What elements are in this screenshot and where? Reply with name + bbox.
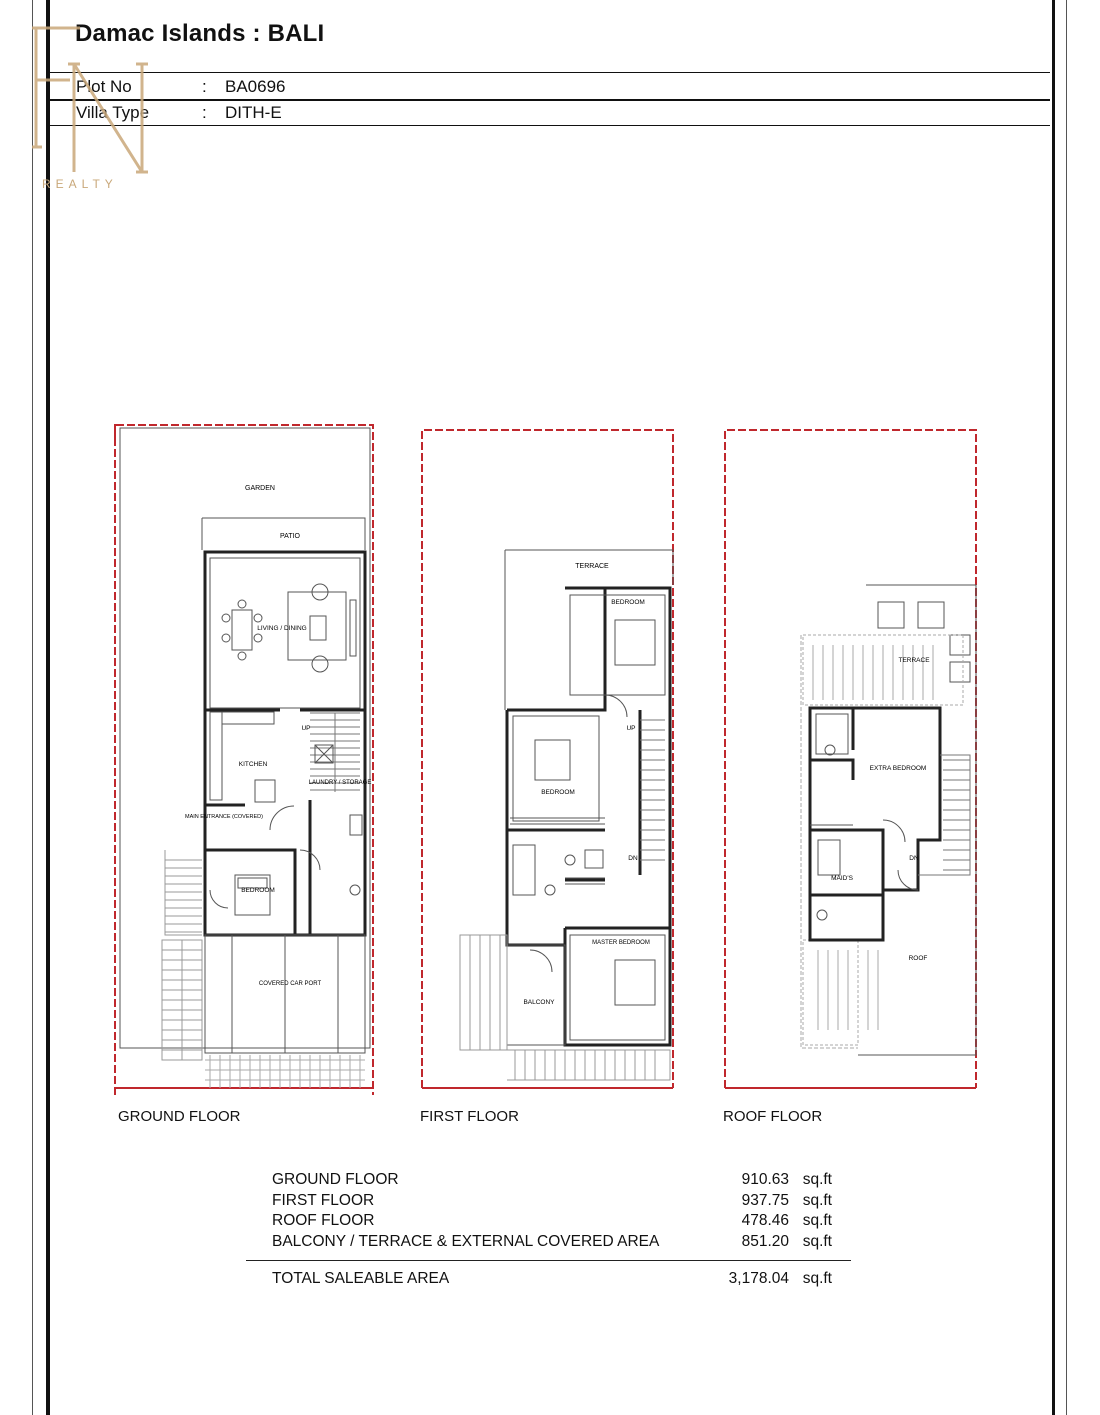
roof-room-terrace: TERRACE — [898, 657, 930, 664]
ground-room-kitchen: KITCHEN — [238, 761, 268, 768]
ground-room-laundry: LAUNDRY / STORAGE — [308, 780, 372, 786]
frame-outer-left — [32, 0, 33, 1415]
roof-room-extra-bedroom: EXTRA BEDROOM — [869, 765, 927, 772]
ground-room-garden: GARDEN — [245, 485, 275, 492]
ground-floor-caption: GROUND FLOOR — [118, 1108, 241, 1125]
ground-floor-plan — [110, 420, 390, 1100]
first-room-bedroom-front: BEDROOM — [611, 599, 645, 606]
ground-main-entrance: MAIN ENTRANCE (COVERED) — [185, 814, 263, 820]
area-label: ROOF FLOOR — [272, 1212, 375, 1229]
first-room-balcony: BALCONY — [523, 999, 555, 1006]
first-floor-caption: FIRST FLOOR — [420, 1108, 519, 1125]
ground-room-bedroom: BEDROOM — [241, 887, 275, 894]
roof-floor-caption: ROOF FLOOR — [723, 1108, 823, 1125]
area-value: 851.20 — [741, 1233, 789, 1250]
first-room-terrace: TERRACE — [575, 563, 609, 570]
area-value: 478.46 — [741, 1212, 789, 1229]
frame-outer-right — [1066, 0, 1067, 1415]
first-room-bedroom-mid: BEDROOM — [541, 789, 575, 796]
area-label: GROUND FLOOR — [272, 1171, 399, 1188]
area-unit: sq.ft — [802, 1212, 832, 1229]
roof-stair-down: DN — [909, 855, 919, 862]
villa-type-value: DITH-E — [225, 103, 282, 122]
first-floor-plan — [415, 420, 685, 1100]
ground-room-patio: PATIO — [280, 533, 300, 540]
villa-type-colon: : — [202, 103, 207, 122]
header-divider-bottom — [50, 125, 1050, 126]
area-label: FIRST FLOOR — [272, 1192, 375, 1209]
area-row-external — [272, 1233, 832, 1253]
total-area-label: TOTAL SALEABLE AREA — [272, 1270, 450, 1287]
ground-room-living-dining: LIVING / DINING — [257, 625, 307, 632]
area-value: 910.63 — [741, 1171, 789, 1188]
ground-room-car-port: COVERED CAR PORT — [258, 981, 322, 987]
plot-label: Plot No — [76, 77, 132, 96]
area-label: BALCONY / TERRACE & EXTERNAL COVERED AREA — [272, 1233, 660, 1250]
first-room-master-bedroom: MASTER BEDROOM — [592, 940, 650, 946]
page-title: Damac Islands : BALI — [75, 20, 325, 47]
area-unit: sq.ft — [802, 1192, 832, 1209]
area-row-roof — [272, 1212, 832, 1232]
area-value: 937.75 — [741, 1192, 789, 1209]
header-divider-mid — [50, 99, 1050, 101]
area-unit: sq.ft — [802, 1233, 832, 1250]
villa-type-label: Villa Type — [76, 103, 150, 122]
area-row-first — [272, 1192, 832, 1212]
roof-room-maids: MAID'S — [831, 875, 853, 882]
total-area-unit: sq.ft — [802, 1270, 832, 1287]
ground-stair-up: UP — [301, 725, 311, 732]
logo-text: REALTY — [42, 177, 118, 191]
roof-floor-plan — [718, 420, 988, 1100]
first-stair-down: DN — [628, 855, 638, 862]
area-unit: sq.ft — [802, 1171, 832, 1188]
area-total-divider — [246, 1260, 851, 1261]
plot-value: BA0696 — [225, 77, 286, 96]
first-stair-up: UP — [626, 725, 636, 732]
area-row-ground — [272, 1171, 832, 1191]
roof-room-roof: ROOF — [908, 955, 928, 962]
area-row-total — [272, 1270, 832, 1290]
total-area-value: 3,178.04 — [728, 1270, 789, 1287]
frame-border-left — [46, 0, 50, 1415]
frame-border-right — [1052, 0, 1055, 1415]
header-divider-top — [50, 72, 1050, 73]
plot-colon: : — [202, 77, 207, 96]
fn-realty-logo — [30, 22, 150, 197]
